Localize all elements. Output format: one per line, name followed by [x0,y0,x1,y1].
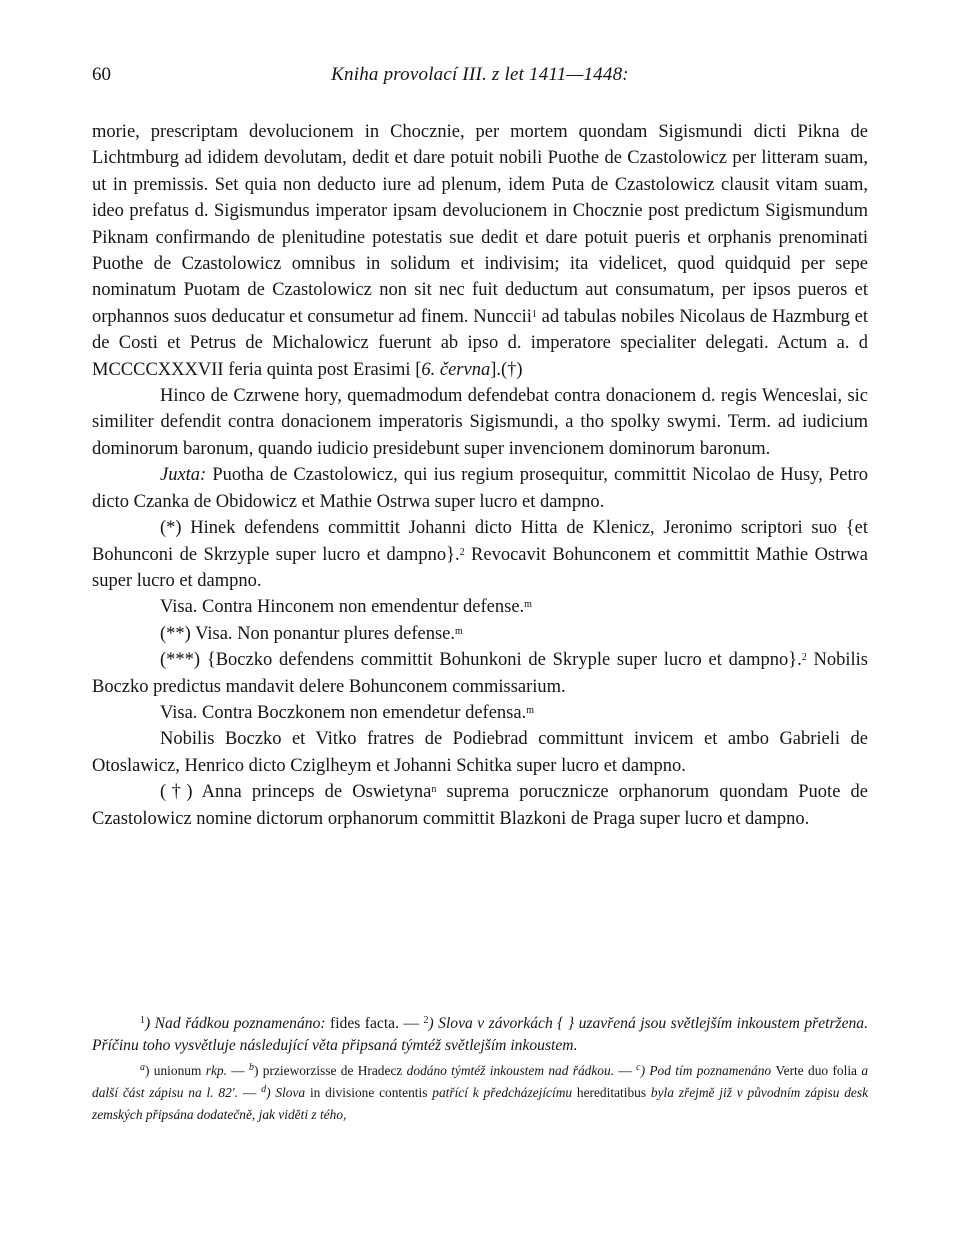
text: byla zřejmě již v původním zápisu desk zemských připsána dodatečně, jak viděti z tého, [92,1085,869,1122]
text: (**) Visa. Non ponantur plures defense. [160,623,455,644]
text: morie, prescriptam devolucionem in Chocznie, per mortem quondam Sigismundi dicti Pikna de Lichtmburg ad ididem devolutam, dedit et dare potuit nobili Puothe de Czastolowicz per litteram suam, ut in premissis. Set quia non deducto iure ad plenum, idem Puta de Czastolowicz clausit vitam suam, ideo prefatus d. Sigismundus imperator ipsam devolucionem in Chocznie post predictum Sigismundum Piknam confirmando de plenitudine potestatis sue dedit et dare potuit pueris et orphanis prenominati Puothe de Czastolowicz omnibus in solidum et indivisim; ita videlicet, quod quidquid per sepe nominatum Puotam de Czastolowicz non sit nec fuit deductum aut consumatum, per ipsos pueros et orphannos suos deducatur et consumetur ad finem. Nunccii [92,122,868,327]
text: ) Slova v závorkách { } uzavřená jsou světlejším inkoustem přetržena. Příčinu toho vysvětluje následující věta připsaná týmtéž světlejším inkoustem. [92,1015,868,1054]
running-title: Kniha provolací III. z let 1411—1448: [331,64,629,85]
page-number: 60 [92,64,111,85]
text: Verte duo folia [775,1063,862,1078]
footnote-mark: d [261,1084,267,1095]
paragraph-7 [92,647,868,700]
footnote-mark: 1 [531,308,537,320]
paragraph-9: Nobilis Boczko et Vitko fratres de Podiebrad committunt invicem et ambo Gabrieli de Otoslawicz, Henrico dicto Cziglheym et Johanni Schitka super lucro et dampno. [92,729,868,776]
text: ].(†) [490,359,523,380]
footnote-mark: 2 [801,652,807,664]
footnote-mark: m [526,704,534,716]
footnotes [92,1013,868,1126]
footnote-mark: 2 [459,546,465,558]
text: in divisione contentis [309,1085,433,1100]
text: suprema porucznicze orphanorum quondam Puote de Czastolowicz nomine dictorum orphanorum committit Blazkoni de Praga super lucro et dampno. [92,782,868,829]
text: (***) {Boczko defendens committit Bohunkoni de Skryple super lucro et dampno}. [160,650,802,671]
text: a další část zápisu na l. 82'. [92,1063,869,1100]
date-italic: 6. června [421,359,491,380]
paragraph-6 [92,621,868,647]
paragraph-10 [92,779,868,832]
footnote-mark: m [455,625,463,637]
footnote-mark: a [140,1062,145,1073]
text: fides facta. — [330,1015,424,1032]
text: — [238,1085,262,1100]
paragraph-5 [92,594,868,620]
text: ) unionum [145,1063,206,1078]
text: hereditatibus [576,1085,651,1100]
footnote-mark: 1 [140,1015,145,1026]
paragraph-1 [92,119,868,383]
text: patřící k předcházejícímu [432,1085,577,1100]
text: ad tabulas nobiles Nicolaus de Hazmburg et de Costi et Petrus de Michalowicz fuerunt ab ipso d. imperatore specialiter delegati. Actum a. d MCCCCXXXVII feria quinta post Erasimi [ [92,306,868,380]
juxta-label: Juxta: [160,465,207,486]
footnote-mark: m [524,599,532,611]
footnote-mark: b [249,1062,255,1073]
text: dodáno týmtéž inkoustem nad řádkou. [406,1063,615,1078]
paragraph-8 [92,700,868,726]
text: ) przieworzisse de Hradecz [254,1063,407,1078]
text: ) Pod tím poznamenáno [640,1063,776,1078]
footnote-mark: c [636,1062,641,1073]
text: ) Nad řádkou poznamenáno: [145,1015,331,1032]
footnote-mark: 2 [423,1015,429,1026]
paragraph-3 [92,462,868,515]
text: ) Slova [266,1085,310,1100]
text: Visa. Contra Hinconem non emendentur defense. [160,597,525,618]
footnote-numbered [92,1013,868,1057]
text: — [614,1063,637,1078]
text: — [226,1063,250,1078]
text: Visa. Contra Boczkonem non emendetur defensa. [160,702,527,723]
text: Nobilis Boczko predictus mandavit delere Bohunconem commissarium. [92,650,868,697]
footnote-mark: n [431,784,437,796]
footnote-lettered [92,1060,868,1126]
main-text [92,119,868,832]
text: (†) Anna princeps de Oswietyna [160,782,432,803]
text: Puotha de Czastolowicz, qui ius regium prosequitur, committit Nicolao de Husy, Petro dicto Czanka de Obidowicz et Mathie Ostrwa super lucro et dampno. [92,465,868,512]
paragraph-4 [92,515,868,594]
text: (*) Hinek defendens committit Johanni dicto Hitta de Klenicz, Jeronimo scriptori suo {et Bohunconi de Skrzyple super lucro et dampno}. [92,518,868,565]
paragraph-2: Hinco de Czrwene hory, quemadmodum defendebat contra donacionem d. regis Wenceslai, sic similiter defendit contra donacionem imperatoris Sigismundi, a tho spolky swymi. Term. ad iudicium dominorum baronum, quando iudicio presidebunt super invencionem dominorum baronum. [92,386,868,459]
text: rkp. [205,1063,227,1078]
text: Revocavit Bohunconem et committit Mathie Ostrwa super lucro et dampno. [92,544,869,591]
page-header [92,64,868,90]
